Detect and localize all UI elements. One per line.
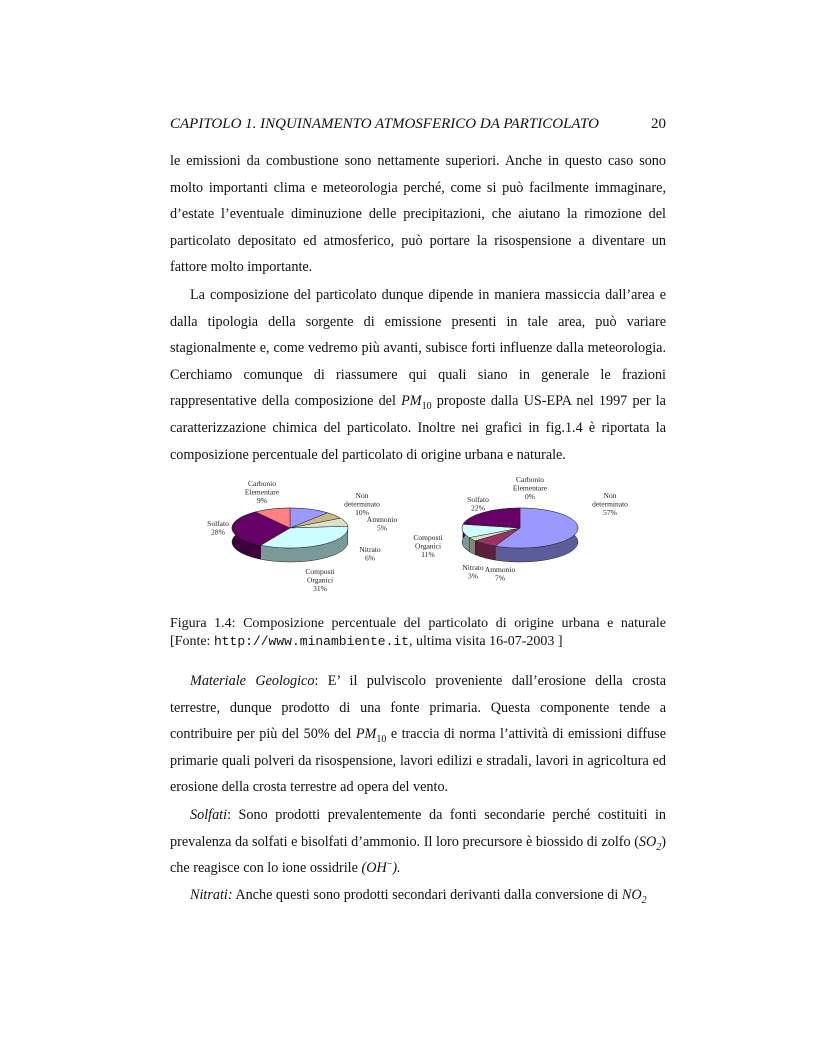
pie-naturale-label-0: Non determinato 57%	[592, 491, 628, 517]
pie-naturale-label-5: Carbonio Elementare 0%	[512, 475, 548, 501]
composition-pie-charts	[190, 475, 650, 593]
pie-urbana-label-3: Composti Organici 31%	[305, 567, 335, 593]
paragraph-1: le emissioni da combustione sono nettamente superiori. Anche in questo caso sono molto importanti clima e meteorologia perché, come si può facilmente immaginare, d’estate l’eventuale diminuzione delle precipitazioni, che aiutano la rimozione del particolato depositato ed atmosferico, può portare la risospensione a diventare un fattore molto importante.	[170, 153, 666, 276]
paragraph-solfati: Solfati: Sono prodotti prevalentemente da fonti secondarie perché costituiti in prevalenza da solfati e bisolfati d’ammonio. Il loro precursore è biossido di zolfo $(SO_2)$ che reagisce con lo ione ossidrile (OH−).	[170, 807, 666, 877]
chapter-title: CAPITOLO 1. INQUINAMENTO ATMOSFERICO DA PARTICOLATO	[170, 116, 599, 132]
running-header	[170, 116, 666, 133]
pie-charts-svg	[190, 475, 650, 593]
pie-urbana-label-4: Solfato 28%	[207, 519, 229, 537]
pie-urbana-label-0: Non determinato 10%	[344, 491, 380, 517]
pie-naturale-label-3: Composti Organici 11%	[413, 533, 443, 559]
pie-naturale-label-4: Solfato 22%	[467, 495, 489, 513]
figure-caption: Figura 1.4: Composizione percentuale del particolato di origine urbana e naturale [Fonte: http://www.minambiente.it, ultima visita 16-07-2003 ]	[170, 616, 666, 649]
pie-urbana-label-2: Nitrato 6%	[359, 545, 381, 563]
page-number: 20	[651, 116, 666, 132]
pie-naturale-label-1: Ammonio 7%	[484, 565, 516, 583]
paragraph-2: La composizione del particolato dunque dipende in maniera massiccia dall’area e dalla tipologia della sorgente di emissione presenti in tale area, può variare stagionalmente e, come vedremo più avanti, subisce forti influenze dalla meteorologia. Cerchiamo comunque di riassumere qui quali siano in generale le frazioni rappresentative della composizione del $PM_{10}$ proposte dalla US-EPA nel 1997 per la caratterizzazione chimica del particolato. Inoltre nei grafici in fig.1.4 è riportata la composizione percentuale del particolato di origine urbana e naturale.	[170, 287, 666, 463]
pie-urbana-label-5: Carbonio Elementare 9%	[244, 479, 280, 505]
paragraph-geologico: Materiale Geologico: E’ il pulviscolo proveniente dall’erosione della crosta terrestre, dunque prodotto di una fonte primaria. Questa componente tende a contribuire per più del 50% del $PM_{10}$ e traccia di norma l’attività di emissioni diffuse primarie quali polveri da risospensione, lavori edilizi e stradali, lavori in agricoltura ed erosione della crosta terrestre ad opera del vento.	[170, 673, 666, 796]
pie-naturale-label-2: Nitrato 3%	[462, 563, 484, 581]
pie-urbana-label-1: Ammonio 5%	[366, 515, 398, 533]
source-link[interactable]: http://www.minambiente.it	[213, 634, 409, 649]
paragraph-nitrati: Nitrati: Anche questi sono prodotti secondari derivanti dalla conversione di $NO_2$	[190, 887, 647, 906]
